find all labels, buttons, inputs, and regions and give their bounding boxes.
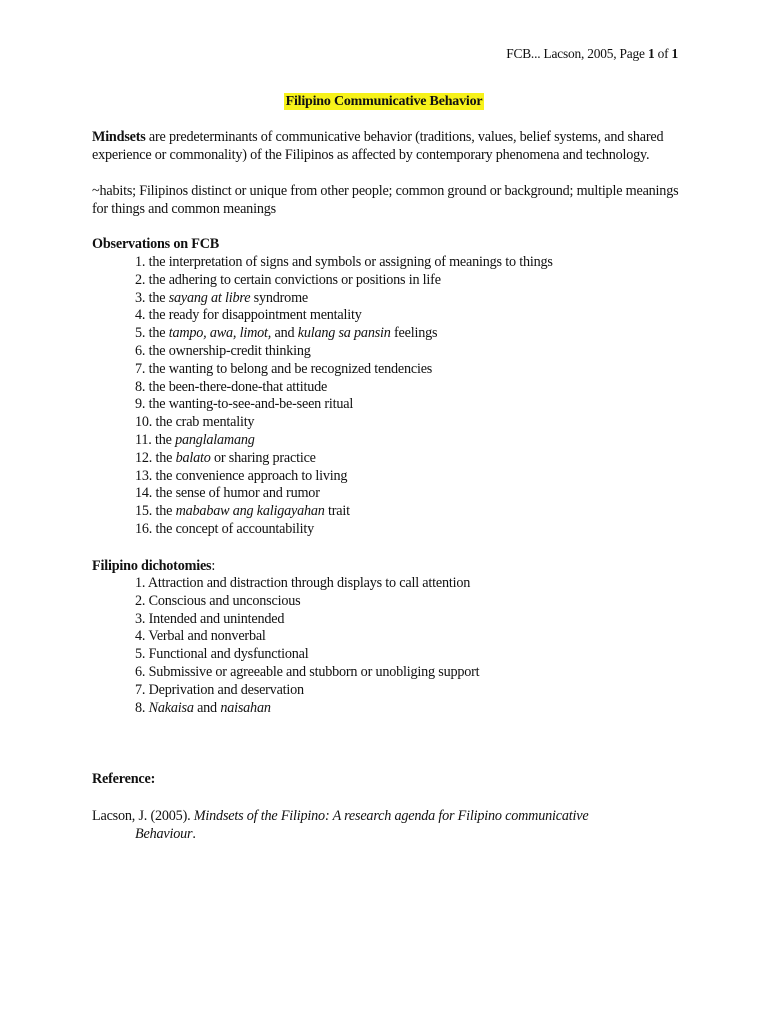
list-item-text: and xyxy=(271,325,298,342)
dichotomy-item xyxy=(135,593,479,611)
reference-entry xyxy=(92,807,652,843)
list-item-number: 5. xyxy=(135,646,146,663)
page-header xyxy=(506,46,678,62)
dichotomies-heading-text: Filipino dichotomies xyxy=(92,558,212,574)
observations-list xyxy=(135,254,553,539)
observation-item xyxy=(135,485,553,503)
dichotomies-heading-colon: : xyxy=(211,558,216,574)
list-item-text: Deprivation and deservation xyxy=(148,681,304,698)
list-item-number: 13. xyxy=(135,467,153,484)
list-item-number: 7. xyxy=(135,681,146,698)
reference-title-line1: Mindsets of the Filipino: A research agenda for Filipino communicative xyxy=(193,808,589,824)
mindsets-definition-text: are predeterminants of communicative behavior (traditions, values, belief systems, and shared experience or commonality) of the Filipinos as affected by contemporary phenomena and technology. xyxy=(92,129,664,163)
list-item-number: 6. xyxy=(135,663,146,680)
observation-item xyxy=(135,361,553,379)
observation-item xyxy=(135,254,553,272)
observation-item xyxy=(135,379,553,397)
list-item-number: 14. xyxy=(135,485,153,502)
list-item-italic: balato xyxy=(175,449,211,466)
list-item-text: Conscious and unconscious xyxy=(148,592,301,609)
list-item-number: 1. xyxy=(135,575,146,591)
list-item-italic: sayang at libre xyxy=(168,289,251,306)
list-item-number: 1. xyxy=(135,254,146,270)
list-item-text: the ready for disappointment mentality xyxy=(148,307,362,324)
document-title: Filipino Communicative Behavior xyxy=(285,94,483,109)
list-item-number: 11. xyxy=(135,431,152,448)
list-item-italic: mababaw ang kaligayahan xyxy=(175,503,325,520)
observation-item xyxy=(135,290,553,308)
list-item-text: Attraction and distraction through displays to call attention xyxy=(147,575,471,591)
reference-continuation xyxy=(92,825,652,843)
list-item-number: 8. xyxy=(135,699,146,716)
observation-item xyxy=(135,396,553,414)
mindsets-term: Mindsets xyxy=(92,129,146,145)
observation-item xyxy=(135,432,553,450)
list-item-number: 6. xyxy=(135,342,146,359)
title-wrap xyxy=(0,93,768,110)
list-item-text: the xyxy=(148,325,169,342)
observation-item xyxy=(135,307,553,325)
list-item-number: 7. xyxy=(135,360,146,377)
reference-heading: Reference: xyxy=(92,771,156,787)
list-item-text: the wanting to belong and be recognized tendencies xyxy=(148,360,433,377)
dichotomy-item xyxy=(135,611,479,629)
list-item-text: and xyxy=(193,699,221,716)
header-page-total: 1 xyxy=(671,46,678,61)
dichotomy-item xyxy=(135,664,479,682)
list-item-text: the xyxy=(155,503,176,520)
list-item-text: Submissive or agreeable and stubborn or unobliging support xyxy=(148,663,480,680)
list-item-number: 4. xyxy=(135,307,146,324)
list-item-text: trait xyxy=(324,503,350,520)
list-item-number: 3. xyxy=(135,610,146,627)
list-item-text: the xyxy=(148,289,169,306)
header-of: of xyxy=(654,46,672,61)
list-item-text: the xyxy=(154,431,176,448)
list-item-text: the crab mentality xyxy=(155,414,255,431)
dichotomy-item xyxy=(135,682,479,700)
dichotomies-heading xyxy=(92,557,215,575)
list-item-italic: kulang sa pansin xyxy=(297,325,391,342)
observation-item xyxy=(135,414,553,432)
list-item-number: 16. xyxy=(135,520,153,537)
list-item-number: 9. xyxy=(135,396,146,413)
list-item-italic: naisahan xyxy=(220,699,271,716)
observation-item xyxy=(135,343,553,361)
reference-title-line2: Behaviour xyxy=(135,826,193,842)
list-item-text: the been-there-done-that attitude xyxy=(148,378,328,395)
dichotomy-item xyxy=(135,628,479,646)
list-item-number: 10. xyxy=(135,414,153,431)
list-item-number: 12. xyxy=(135,449,153,466)
reference-end: . xyxy=(192,826,196,842)
list-item-text: the sense of humor and rumor xyxy=(155,485,320,502)
observation-item xyxy=(135,468,553,486)
list-item-text: feelings xyxy=(390,325,438,342)
header-page-number: 1 xyxy=(647,46,655,61)
observation-item xyxy=(135,450,553,468)
list-item-text: the interpretation of signs and symbols or assigning of meanings to things xyxy=(148,254,553,270)
list-item-text: Intended and unintended xyxy=(148,610,285,627)
observations-heading: Observations on FCB xyxy=(92,236,220,252)
list-item-text: the adhering to certain convictions or positions in life xyxy=(148,271,441,288)
observation-item xyxy=(135,521,553,539)
observation-item xyxy=(135,503,553,521)
list-item-text: the convenience approach to living xyxy=(155,467,348,484)
dichotomy-item xyxy=(135,700,479,718)
list-item-number: 15. xyxy=(135,503,153,520)
list-item-number: 8. xyxy=(135,378,146,395)
observation-item xyxy=(135,325,553,343)
observation-item xyxy=(135,272,553,290)
dichotomies-list xyxy=(135,575,479,717)
list-item-text: Verbal and nonverbal xyxy=(148,628,266,645)
dichotomy-item xyxy=(135,646,479,664)
list-item-italic: Nakaisa xyxy=(148,699,194,716)
list-item-text: the xyxy=(155,449,176,466)
list-item-number: 5. xyxy=(135,325,146,342)
list-item-text: or sharing practice xyxy=(210,449,316,466)
list-item-italic: tampo, awa, limot, xyxy=(168,325,272,342)
list-item-italic: panglalamang xyxy=(175,431,255,448)
list-item-text: the wanting-to-see-and-be-seen ritual xyxy=(148,396,354,413)
mindsets-definition xyxy=(92,128,687,164)
list-item-number: 3. xyxy=(135,289,146,306)
list-item-number: 2. xyxy=(135,592,146,609)
reference-author: Lacson, J. (2005). xyxy=(92,808,194,824)
list-item-text: Functional and dysfunctional xyxy=(148,646,309,663)
list-item-text: the concept of accountability xyxy=(155,520,314,537)
list-item-text: syndrome xyxy=(250,289,308,306)
list-item-text: the ownership-credit thinking xyxy=(148,342,311,359)
mindsets-note: ~habits; Filipinos distinct or unique from other people; common ground or background; multiple meanings for things and common meanings xyxy=(92,183,679,217)
list-item-number: 4. xyxy=(135,628,146,645)
dichotomy-item xyxy=(135,575,479,593)
list-item-number: 2. xyxy=(135,271,146,288)
header-prefix: FCB... Lacson, 2005, Page xyxy=(506,46,648,61)
